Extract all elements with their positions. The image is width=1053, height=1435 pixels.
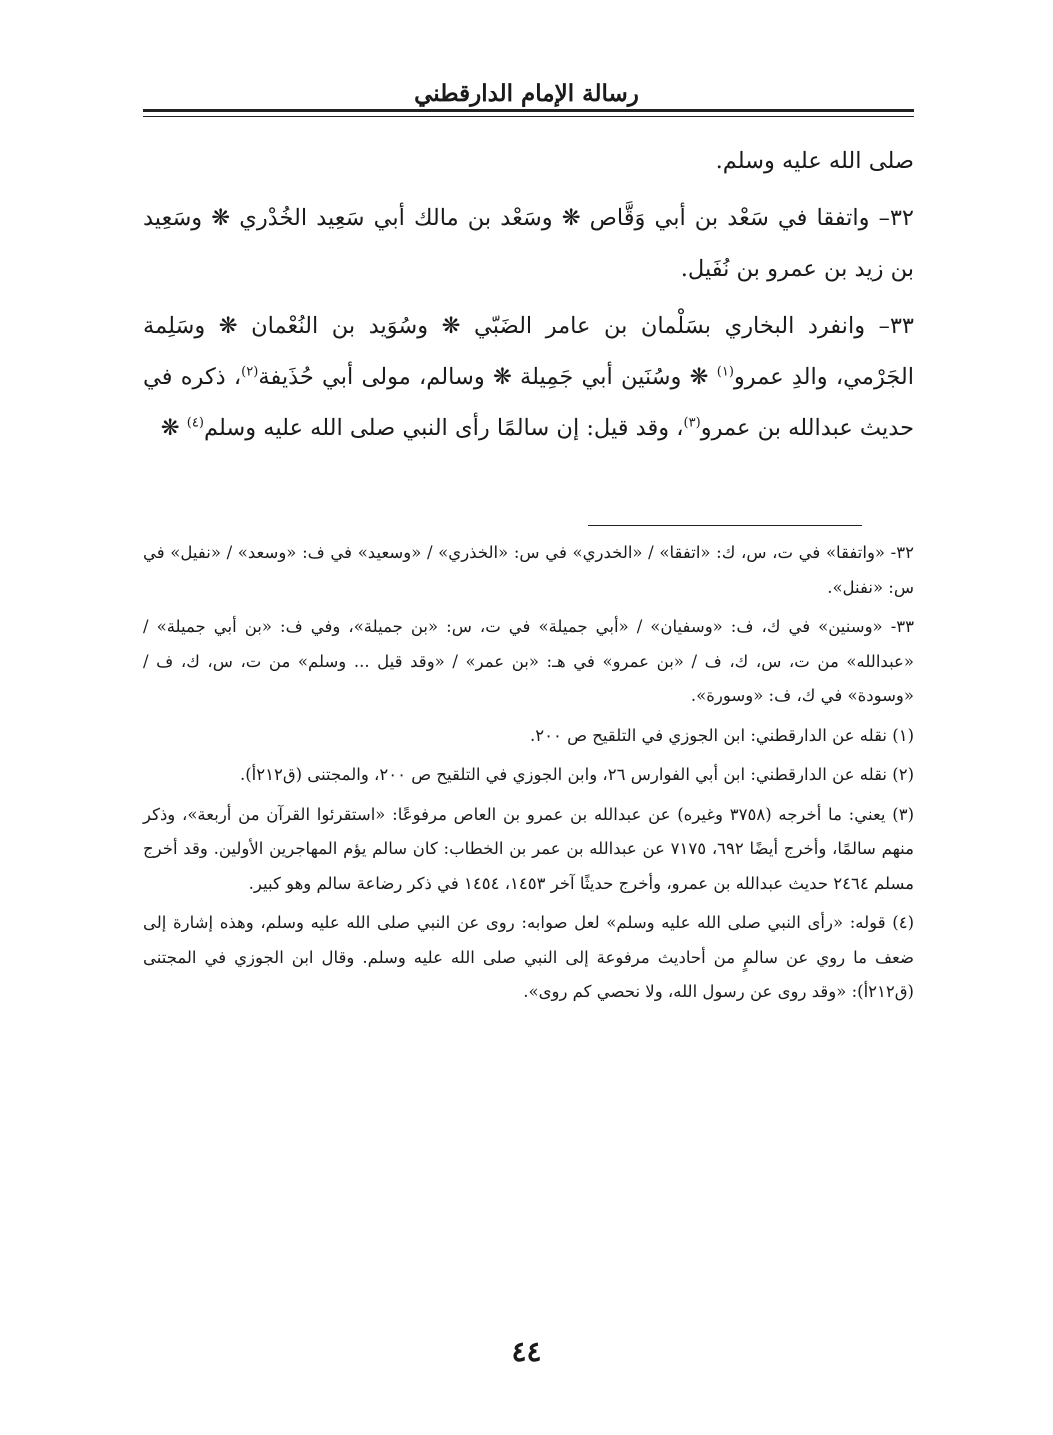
- footnote-separator: [588, 525, 862, 526]
- header-rule-thin: [143, 116, 914, 117]
- footnotes: [143, 536, 914, 1015]
- running-header-title: رسالة الإمام الدارقطني: [414, 80, 639, 107]
- paragraph-33-text: ٣٣– وانفرد البخاري بسَلْمان بن عامر الضَبّي ❋ وسُوَيد بن النُعْمان ❋ وسَلِمة الجَرْمي، والدِ عمرو: [143, 313, 914, 390]
- footnote-variant-33: ٣٣- «وسنين» في ك، ف: «وسفيان» / «أبي جميلة» في ت، س: «بن جميلة»، وفي ف: «بن أبي جميلة» / «عبدالله» من ت، س، ك، ف / «بن عمرو» في هـ: «بن عمر» / «وقد قيل ... وسلم» من ت، س، ك، ف / «وسودة» في ك، ف: «وسورة».: [143, 617, 914, 705]
- footnote-ref-2: (٢): [241, 364, 259, 380]
- paragraph-33-text: ، ذكره في حديث عبدالله بن عمرو: [143, 364, 914, 441]
- paragraph-33-text: ❋: [160, 415, 187, 441]
- footnote-2: (٢) نقله عن الدارقطني: ابن أبي الفوارس ٢٦، وابن الجوزي في التلقيح ص ٢٠٠، والمجتنى (ق٢١٢أ).: [239, 765, 914, 784]
- paragraph-33-text: ، وقد قيل: إن سالمًا رأى النبي صلى الله عليه وسلم: [203, 415, 684, 441]
- footnote-ref-3: (٣): [683, 415, 701, 431]
- header-rule-thick: [143, 109, 914, 112]
- footnote-3: (٣) يعني: ما أخرجه (٣٧٥٨ وغيره) عن عبدالله بن عمرو بن العاص مرفوعًا: «استقرئوا القرآن من أربعة»، وذكر منهم سالمًا، وأخرج أيضًا ٦٩٢، ٧١٧٥ عن عبدالله بن عمر بن الخطاب: كان سالم يؤم المهاجرين الأولين. وقد أخرج مسلم ٢٤٦٤ حديث عبدالله بن عمرو، وأخرج حديثًا آخر ١٤٥٣، ١٤٥٤ في ذكر رضاعة سالم وهو كبير.: [143, 804, 914, 893]
- footnote-ref-4: (٤): [186, 415, 204, 431]
- footnote-4: (٤) قوله: «رأى النبي صلى الله عليه وسلم» لعل صوابه: روى عن النبي صلى الله عليه وسلم، وهذه إشارة إلى ضعف ما روي عن سالمٍ من أحاديث مرفوعة إلى النبي صلى الله عليه وسلم. وقال ابن الجوزي في المجتنى (ق٢١٢أ): «وقد روى عن رسول الله، ولا نحصي كم روى».: [143, 913, 914, 1001]
- continuation-line: صلى الله عليه وسلم.: [715, 148, 914, 174]
- paragraph-33: [143, 301, 914, 454]
- paragraph-32: ٣٢– واتفقا في سَعْد بن أبي وَقَّاص ❋ وسَعْد بن مالك أبي سَعِيد الخُدْري ❋ وسَعِيد بن زيد بن عمرو بن نُفَيل.: [143, 205, 914, 282]
- footnote-1: (١) نقله عن الدارقطني: ابن الجوزي في التلقيح ص ٢٠٠.: [529, 725, 914, 745]
- paragraph-33-text: ❋ وسُنَين أبي جَمِيلة ❋ وسالم، مولى أبي حُذَيفة: [258, 364, 717, 390]
- page-number: ٤٤: [511, 1335, 542, 1368]
- footnote-ref-1: (١): [716, 364, 734, 380]
- footnote-variant-32: ٣٢- «واتفقا» في ت، س، ك: «اتفقا» / «الخدري» في س: «الخذري» / «وسعيد» في ف: «وسعد» / «نفيل» في س: «نفنل».: [143, 543, 914, 597]
- main-text: [143, 136, 914, 454]
